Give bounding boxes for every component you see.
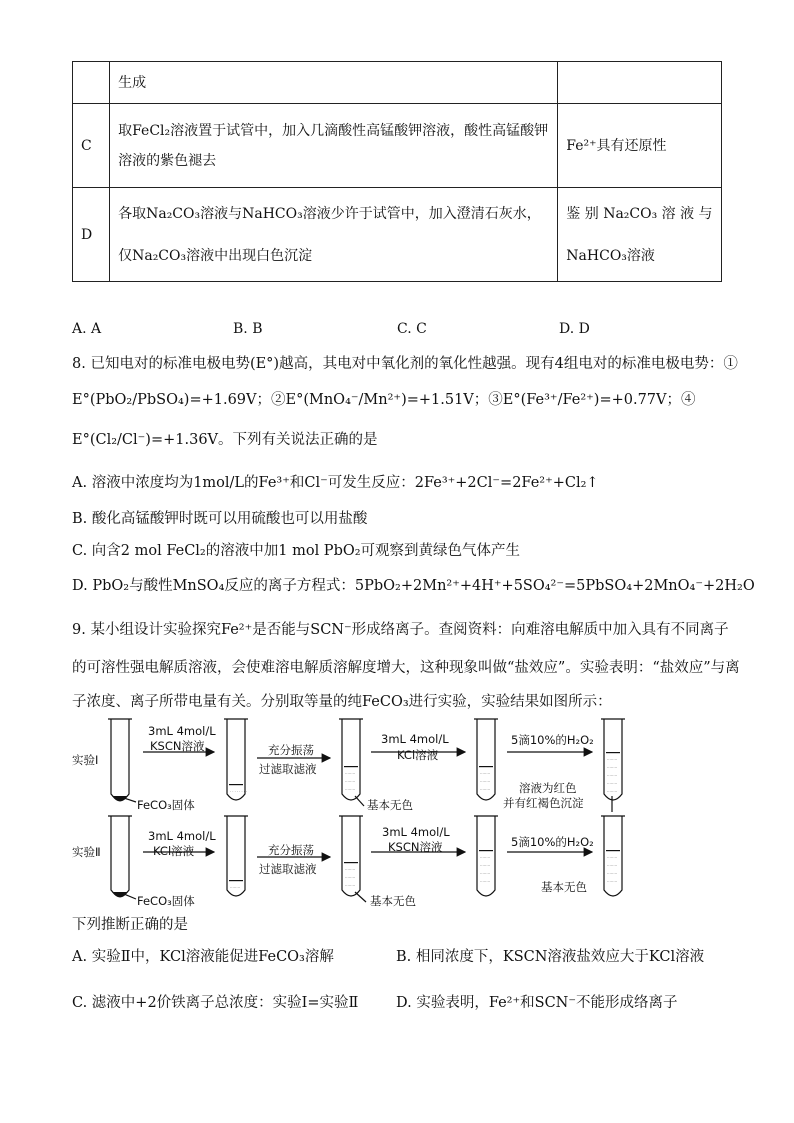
svg-text:........: ........ [480, 770, 491, 775]
q8-option-d: D. PbO₂与酸性MnSO₄反应的离子方程式：5PbO₂+2Mn²⁺+4H⁺+5SO₄²⁻=5PbSO₄+2MnO₄⁻+2H₂O [72, 578, 755, 594]
exp1-operation2: 过滤取滤液 [259, 762, 317, 776]
row-label [73, 62, 110, 104]
svg-text:........: ........ [345, 786, 356, 791]
exp1-reagent1: 3mL 4mol/L [148, 724, 216, 738]
svg-text:........: ........ [607, 756, 618, 761]
exp1-observation1: 基本无色 [367, 798, 413, 812]
option-a: A. A [72, 321, 102, 337]
svg-text:........: ........ [607, 854, 618, 859]
experiment-diagram [0, 712, 794, 912]
q8-option-a: A. 溶液中浓度均为1mol/L的Fe³⁺和Cl⁻可发生反应：2Fe³⁺+2Cl⁻=2Fe²⁺+Cl₂↑ [72, 475, 599, 491]
exp2-operation2: 过滤取滤液 [259, 862, 317, 876]
option-c: C. C [397, 321, 427, 337]
svg-text:........: ........ [480, 854, 491, 859]
exp2-observation1: 基本无色 [370, 894, 416, 908]
svg-text:........: ........ [480, 878, 491, 883]
exp1-reagent3: 5滴10%的H₂O₂ [511, 733, 594, 747]
svg-text:........: ........ [607, 788, 618, 793]
svg-text:........: ........ [607, 862, 618, 867]
row-content: 各取Na₂CO₃溶液与NaHCO₃溶液少许于试管中，加入澄清石灰水， 仅Na₂CO₃溶液中出现白色沉淀 [110, 188, 558, 282]
row-content: 取FeCl₂溶液置于试管中，加入几滴酸性高锰酸钾溶液，酸性高锰酸钾 溶液的紫色褪去 [110, 104, 558, 188]
q9-ask: 下列推断正确的是 [72, 917, 188, 933]
option-d: D. D [559, 321, 590, 337]
q8-option-c: C. 向含2 mol FeCl₂的溶液中加1 mol PbO₂可观察到黄绿色气体产生 [72, 543, 521, 559]
q9-option-c: C. 滤液中+2价铁离子总浓度：实验Ⅰ=实验Ⅱ [72, 995, 359, 1011]
exp1-reagent2b: KCl溶液 [397, 748, 439, 762]
exp2-solid: FeCO₃固体 [137, 894, 195, 908]
svg-text:........: ........ [345, 778, 356, 783]
exp2-reagent2b: KSCN溶液 [388, 840, 443, 854]
exp2-reagent1: 3mL 4mol/L [148, 829, 216, 843]
row-result: 鉴 别 Na₂CO₃ 溶 液 与 NaHCO₃溶液 [558, 188, 722, 282]
row-label: C [73, 104, 110, 188]
svg-text:........: ........ [607, 878, 618, 883]
answer-table [72, 61, 722, 282]
q9-option-a: A. 实验Ⅱ中，KCl溶液能促进FeCO₃溶解 [72, 949, 334, 965]
q9-line2: 的可溶性强电解质溶液，会使难溶电解质溶解度增大，这种现象叫做“盐效应”。实验表明：“盐效应”与离 [72, 660, 740, 676]
exp1-observation2: 溶液为红色 [519, 781, 577, 795]
exp1-reagent2: 3mL 4mol/L [381, 732, 449, 746]
exp1-observation3: 并有红褐色沉淀 [503, 796, 584, 810]
option-b: B. B [233, 321, 263, 337]
svg-text:........: ........ [607, 772, 618, 777]
svg-text:........: ........ [607, 780, 618, 785]
svg-text:........: ........ [607, 764, 618, 769]
exp1-solid: FeCO₃固体 [137, 798, 195, 812]
q8-line1: 8. 已知电对的标准电极电势(E°)越高，其电对中氧化剂的氧化性越强。现有4组电对的标准电极电势：① [72, 356, 738, 372]
table-row [73, 62, 722, 104]
row-result: Fe²⁺具有还原性 [558, 104, 722, 188]
svg-text:........: ........ [345, 770, 356, 775]
svg-text:........: ........ [230, 788, 249, 793]
q8-line3: E°(Cl₂/Cl⁻)=+1.36V。下列有关说法正确的是 [72, 432, 378, 448]
exp2-reagent3: 5滴10%的H₂O₂ [511, 835, 594, 849]
q9-option-b: B. 相同浓度下，KSCN溶液盐效应大于KCl溶液 [396, 949, 705, 965]
svg-text:........: ........ [480, 870, 491, 875]
q8-line2: E°(PbO₂/PbSO₄)=+1.69V；②E°(MnO₄⁻/Mn²⁺)=+1.51V；③E°(Fe³⁺/Fe²⁺)=+0.77V；④ [72, 392, 696, 408]
exp1-operation: 充分振荡 [268, 743, 314, 757]
svg-text:........: ........ [345, 882, 356, 887]
svg-text:........: ........ [480, 786, 491, 791]
q9-line1: 9. 某小组设计实验探究Fe²⁺是否能与SCN⁻形成络离子。查阅资料：向难溶电解质中加入具有不同离子 [72, 622, 729, 638]
svg-text:........: ........ [230, 884, 241, 889]
exp1-reagent1b: KSCN溶液 [150, 739, 205, 753]
svg-text:........: ........ [345, 874, 356, 879]
row-result [558, 62, 722, 104]
table-row [73, 104, 722, 188]
exp1-name: 实验Ⅰ [72, 753, 99, 767]
exp2-reagent1b: KCl溶液 [153, 844, 195, 858]
exp2-reagent2: 3mL 4mol/L [382, 825, 450, 839]
svg-text:........: ........ [480, 778, 491, 783]
exp2-name: 实验Ⅱ [72, 845, 101, 859]
row-label: D [73, 188, 110, 282]
svg-text:........: ........ [607, 870, 618, 875]
q9-line3: 子浓度、离子所带电量有关。分别取等量的纯FeCO₃进行实验，实验结果如图所示： [72, 694, 612, 710]
table-row [73, 188, 722, 282]
svg-text:........: ........ [480, 862, 491, 867]
exp2-operation: 充分振荡 [268, 843, 314, 857]
q9-option-d: D. 实验表明，Fe²⁺和SCN⁻不能形成络离子 [396, 995, 678, 1011]
q8-option-b: B. 酸化高锰酸钾时既可以用硫酸也可以用盐酸 [72, 511, 368, 527]
exp2-observation2: 基本无色 [541, 880, 587, 894]
row-content: 生成 [110, 62, 558, 104]
svg-text:........: ........ [345, 866, 356, 871]
